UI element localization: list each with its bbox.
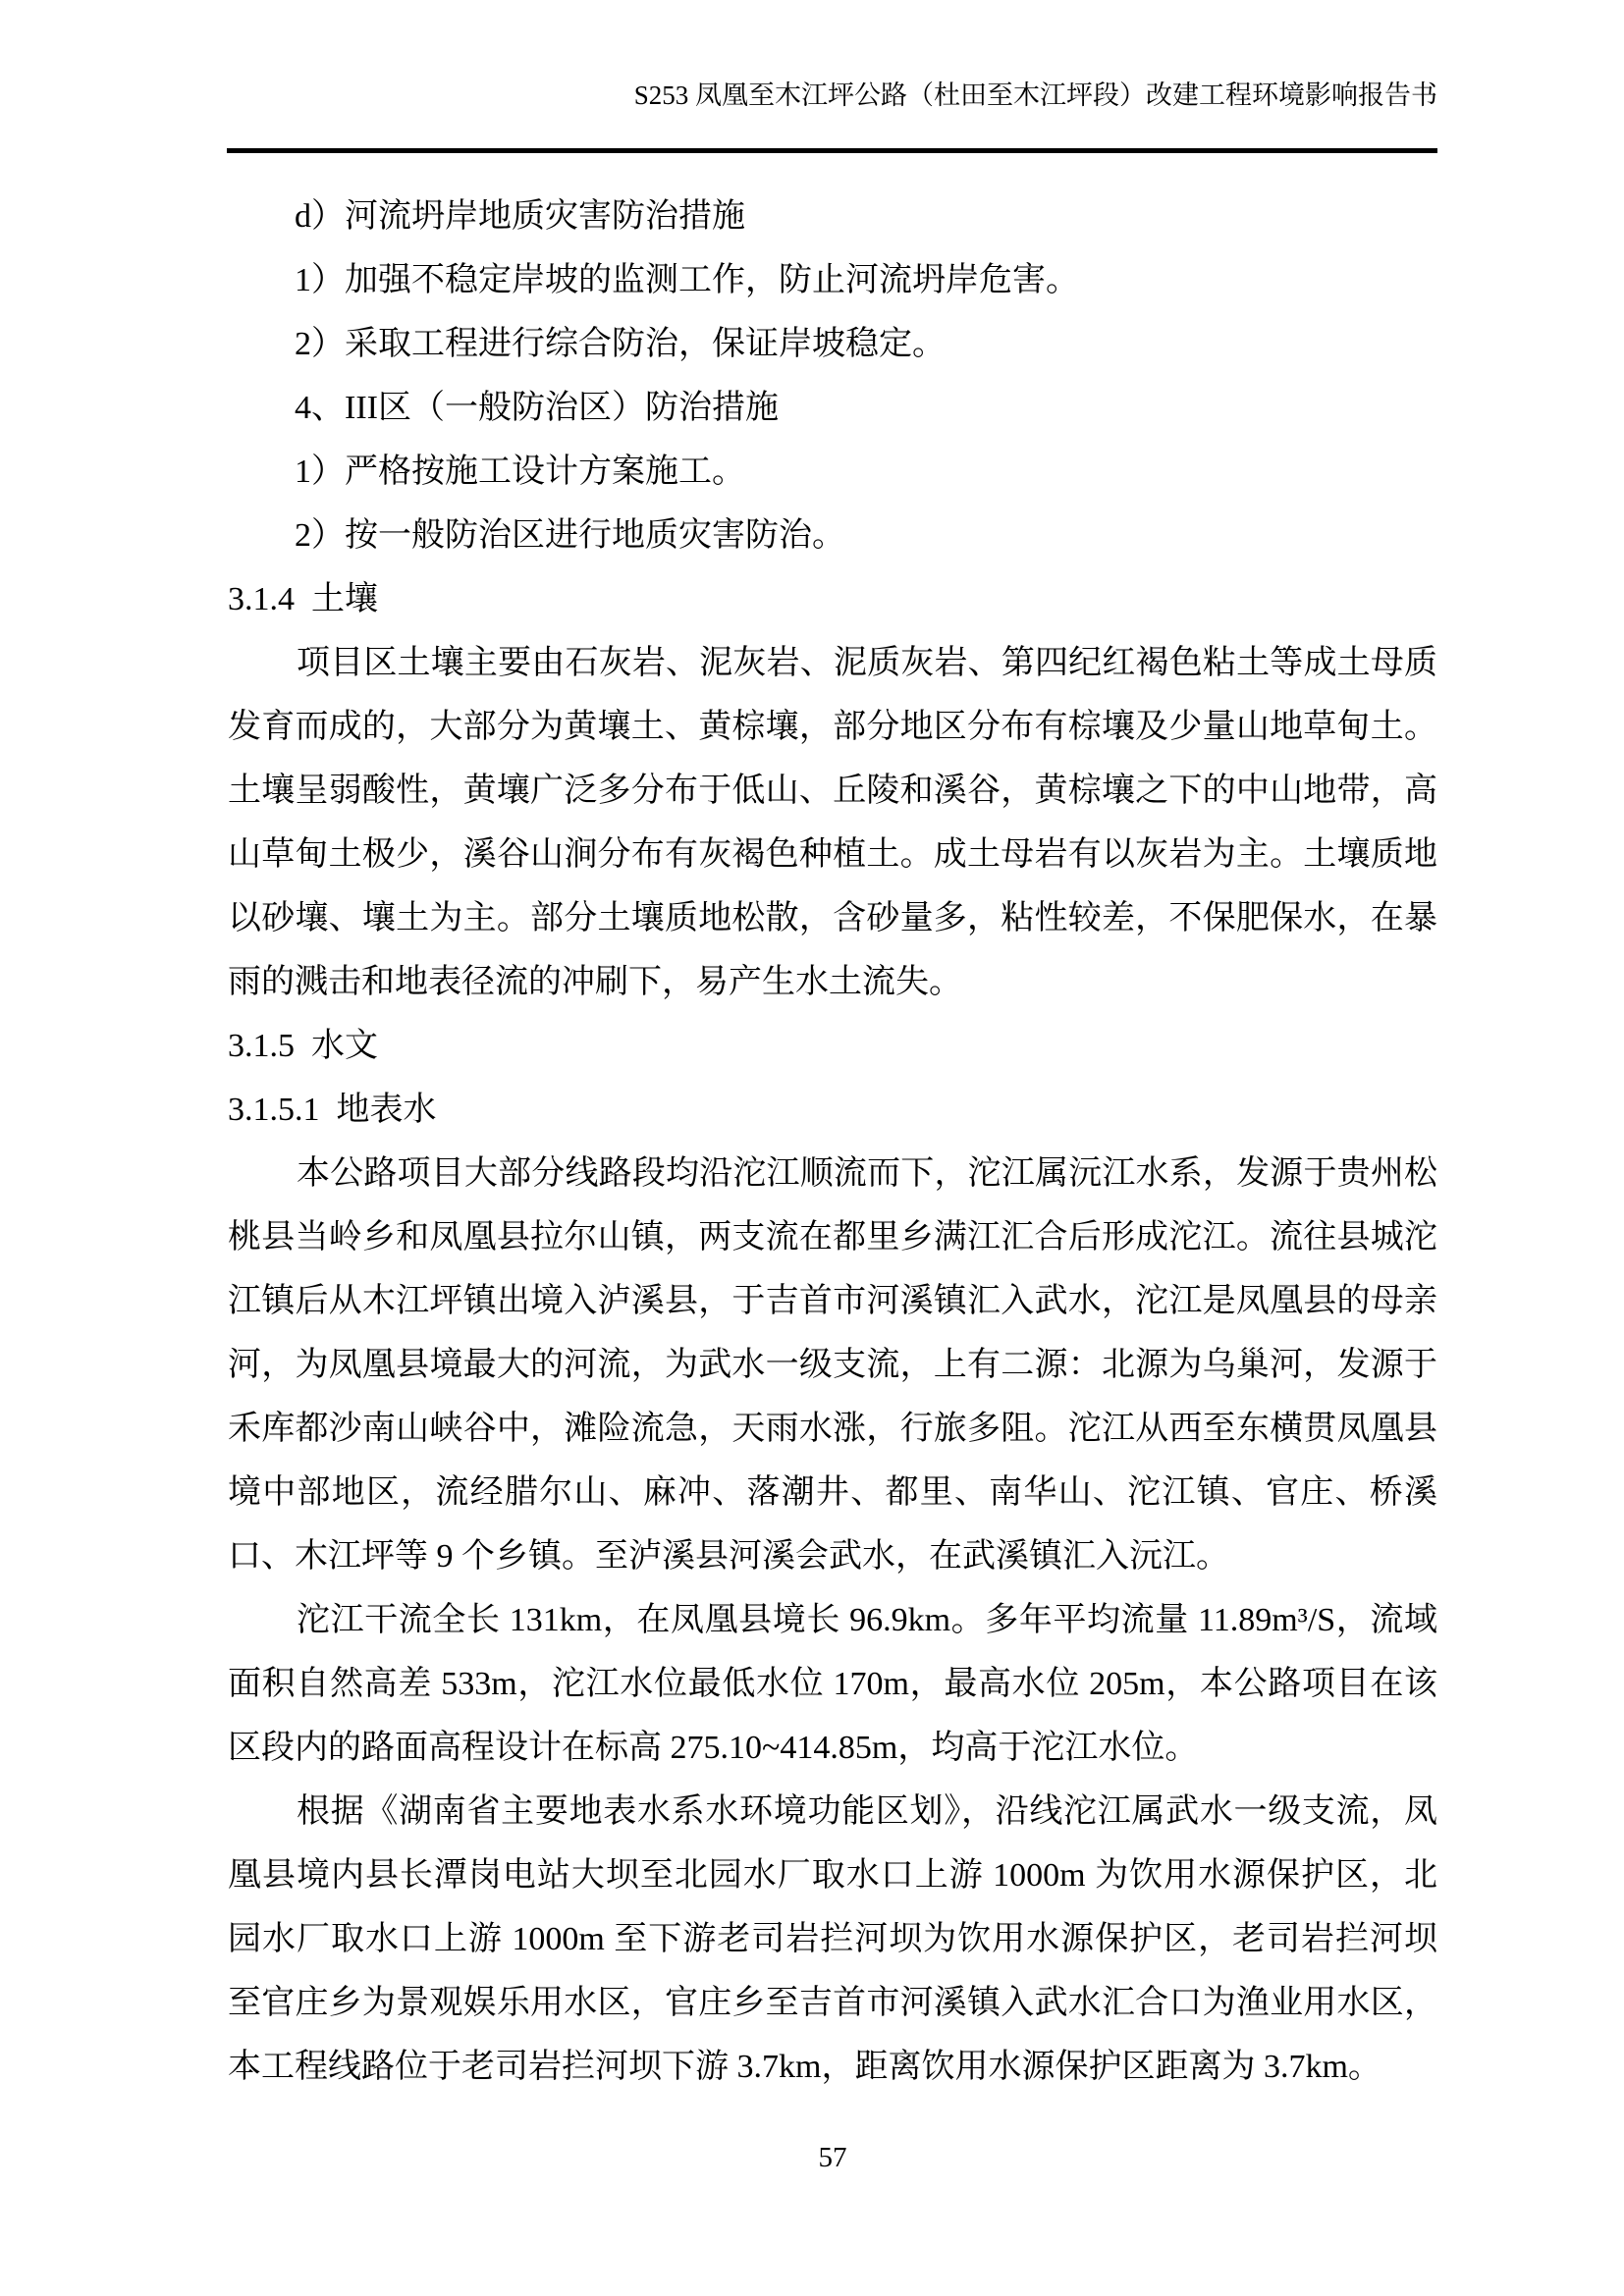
body-paragraph: 项目区土壤主要由石灰岩、泥灰岩、泥质灰岩、第四纪红褐色粘土等成土母质发育而成的，大部分为黄壤土、黄棕壤，部分地区分布有棕壤及少量山地草甸土。土壤呈弱酸性，黄壤广泛多分布于低山、丘陵和溪谷，黄棕壤之下的中山地带，高山草甸土极少，溪谷山涧分布有灰褐色种植土。成土母岩有以灰岩为主。土壤质地以砂壤、壤土为主。部分土壤质地松散，含砂量多，粘性较差，不保肥保水，在暴雨的溅击和地表径流的冲刷下，易产生水土流失。	[228, 645, 1437, 1000]
section-heading: 3.1.5.1 地表水	[228, 1092, 437, 1128]
body-paragraph: 本公路项目大部分线路段均沿沱江顺流而下，沱江属沅江水系，发源于贵州松桃县当岭乡和凤凰县拉尔山镇，两支流在都里乡满江汇合后形成沱江。流往县城沱江镇后从木江坪镇出境入泸溪县，于吉首市河溪镇汇入武水，沱江是凤凰县的母亲河，为凤凰县境最大的河流，为武水一级支流，上有二源：北源为乌巢河，发源于禾库都沙南山峡谷中，滩险流急，天雨水涨，行旅多阻。沱江从西至东横贯凤凰县境中部地区，流经腊尔山、麻冲、落潮井、都里、南华山、沱江镇、官庄、桥溪口、木江坪等 9 个乡镇。至泸溪县河溪会武水，在武溪镇汇入沅江。	[228, 1155, 1437, 1575]
page-number: 57	[818, 2142, 847, 2173]
list-item: 1）严格按施工设计方案施工。	[295, 454, 745, 490]
list-item: 4、III区（一般防治区）防治措施	[295, 390, 779, 426]
list-item: 1）加强不稳定岸坡的监测工作，防止河流坍岸危害。	[295, 262, 1079, 298]
document-content	[228, 185, 1437, 2099]
section-heading: 3.1.5 水文	[228, 1028, 378, 1064]
list-item: d）河流坍岸地质灾害防治措施	[295, 198, 745, 235]
section-heading: 3.1.4 土壤	[228, 581, 378, 617]
body-paragraph: 根据《湖南省主要地表水系水环境功能区划》，沿线沱江属武水一级支流，凤凰县境内县长潭岗电站大坝至北园水厂取水口上游 1000m 为饮用水源保护区，北园水厂取水口上游 1000m 至下游老司岩拦河坝为饮用水源保护区，老司岩拦河坝至官庄乡为景观娱乐用水区，官庄乡至吉首市河溪镇入武水汇合口为渔业用水区，本工程线路位于老司岩拦河坝下游 3.7km，距离饮用水源保护区距离为 3.7km。	[228, 1793, 1437, 2085]
header-rule	[227, 148, 1437, 153]
list-item: 2）按一般防治区进行地质灾害防治。	[295, 517, 845, 554]
page-header-title: S253 凤凰至木江坪公路（杜田至木江坪段）改建工程环境影响报告书	[633, 80, 1437, 110]
list-item: 2）采取工程进行综合防治，保证岸坡稳定。	[295, 326, 946, 362]
body-paragraph: 沱江干流全长 131km，在凤凰县境长 96.9km。多年平均流量 11.89m³/S，流域面积自然高差 533m，沱江水位最低水位 170m，最高水位 205m，本公路项目在该区段内的路面高程设计在标高 275.10~414.85m，均高于沱江水位。	[228, 1602, 1437, 1766]
